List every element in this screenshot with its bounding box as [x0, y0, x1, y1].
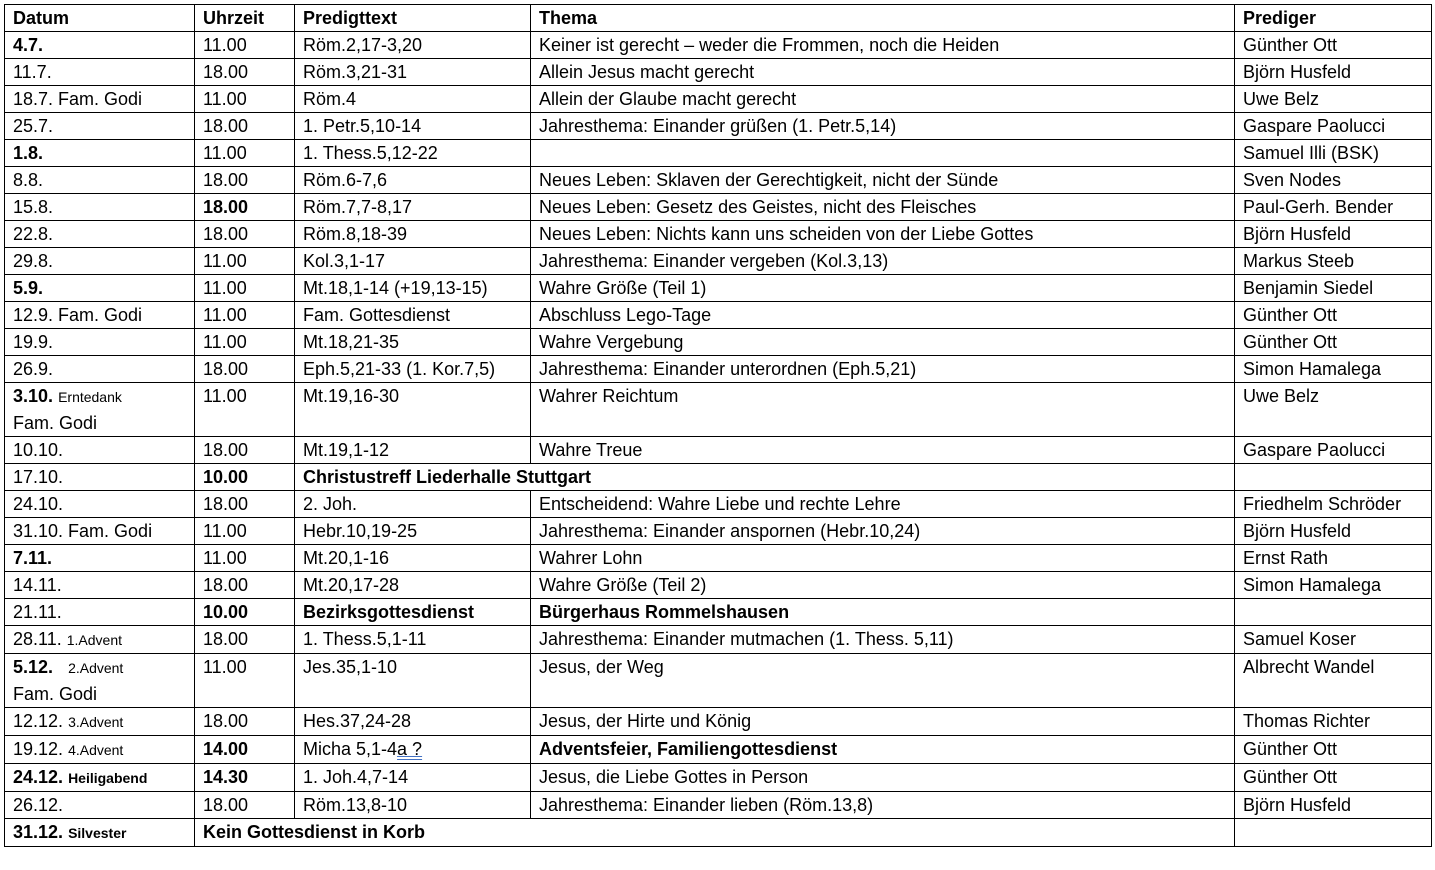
table-row — [5, 464, 1432, 491]
cell-datum — [5, 764, 195, 792]
col-header-uhrzeit: Uhrzeit — [195, 5, 295, 32]
cell-predigttext: Mt.20,17-28 — [295, 572, 531, 599]
datum-date: 12.12. — [13, 711, 64, 731]
cell-predigttext: Bezirksgottesdienst — [295, 599, 531, 626]
table-row — [5, 329, 1432, 356]
cell-uhrzeit: 11.00 — [195, 140, 295, 167]
datum-date: 3.10. — [13, 386, 54, 406]
table-row — [5, 654, 1432, 708]
cell-predigttext: 2. Joh. — [295, 491, 531, 518]
cell-predigttext: Hes.37,24-28 — [295, 708, 531, 736]
cell-datum: 14.11. — [5, 572, 195, 599]
cell-prediger: Uwe Belz — [1235, 86, 1432, 113]
cell-thema: Jahresthema: Einander unterordnen (Eph.5,21) — [531, 356, 1235, 383]
cell-datum: 5.9. — [5, 275, 195, 302]
datum-note: Silvester — [68, 825, 127, 841]
cell-uhrzeit: 18.00 — [195, 113, 295, 140]
cell-datum: 8.8. — [5, 167, 195, 194]
cell-prediger: Günther Ott — [1235, 764, 1432, 792]
cell-predigttext: Mt.20,1-16 — [295, 545, 531, 572]
cell-thema: Neues Leben: Gesetz des Geistes, nicht des Fleisches — [531, 194, 1235, 221]
cell-datum: 11.7. — [5, 59, 195, 86]
table-row — [5, 626, 1432, 654]
cell-predigttext: Röm.2,17-3,20 — [295, 32, 531, 59]
predigttext-spellcheck-mark: a ? — [397, 739, 423, 759]
cell-datum: 10.10. — [5, 437, 195, 464]
cell-uhrzeit: 18.00 — [195, 572, 295, 599]
cell-predigttext: Mt.18,1-14 (+19,13-15) — [295, 275, 531, 302]
cell-datum: 1.8. — [5, 140, 195, 167]
datum-note: Erntedank — [58, 389, 122, 405]
cell-uhrzeit: 11.00 — [195, 32, 295, 59]
cell-thema: Jesus, der Weg — [531, 654, 1235, 708]
cell-uhrzeit: 18.00 — [195, 221, 295, 248]
cell-predigttext: 1. Thess.5,1-11 — [295, 626, 531, 654]
cell-merged-event: Kein Gottesdienst in Korb — [195, 819, 1235, 847]
datum-date: 31.12. — [13, 822, 64, 842]
cell-prediger: Simon Hamalega — [1235, 356, 1432, 383]
col-header-predigttext: Predigttext — [295, 5, 531, 32]
cell-uhrzeit: 18.00 — [195, 708, 295, 736]
cell-prediger: Samuel Koser — [1235, 626, 1432, 654]
cell-uhrzeit: 11.00 — [195, 302, 295, 329]
cell-thema: Neues Leben: Sklaven der Gerechtigkeit, nicht der Sünde — [531, 167, 1235, 194]
table-row — [5, 599, 1432, 626]
cell-predigttext: Eph.5,21-33 (1. Kor.7,5) — [295, 356, 531, 383]
cell-datum: 17.10. — [5, 464, 195, 491]
table-row — [5, 792, 1432, 819]
cell-datum: 18.7. Fam. Godi — [5, 86, 195, 113]
cell-thema: Jahresthema: Einander anspornen (Hebr.10,24) — [531, 518, 1235, 545]
datum-note: 1.Advent — [66, 632, 122, 648]
cell-thema: Wahrer Lohn — [531, 545, 1235, 572]
cell-prediger: Günther Ott — [1235, 302, 1432, 329]
cell-prediger: Paul-Gerh. Bender — [1235, 194, 1432, 221]
cell-prediger: Björn Husfeld — [1235, 518, 1432, 545]
datum-line2: Fam. Godi — [13, 684, 98, 704]
datum-date: 28.11. — [13, 629, 62, 649]
table-row — [5, 167, 1432, 194]
cell-prediger — [1235, 819, 1432, 847]
cell-uhrzeit: 11.00 — [195, 518, 295, 545]
cell-thema: Allein Jesus macht gerecht — [531, 59, 1235, 86]
cell-uhrzeit: 11.00 — [195, 383, 295, 437]
cell-thema: Adventsfeier, Familiengottesdienst — [531, 736, 1235, 764]
cell-uhrzeit: 10.00 — [195, 464, 295, 491]
table-row — [5, 437, 1432, 464]
cell-prediger: Björn Husfeld — [1235, 221, 1432, 248]
cell-prediger: Friedhelm Schröder — [1235, 491, 1432, 518]
cell-prediger: Björn Husfeld — [1235, 792, 1432, 819]
cell-uhrzeit: 11.00 — [195, 248, 295, 275]
cell-predigttext: Röm.7,7-8,17 — [295, 194, 531, 221]
cell-uhrzeit: 11.00 — [195, 654, 295, 708]
cell-uhrzeit: 18.00 — [195, 626, 295, 654]
table-row — [5, 302, 1432, 329]
cell-predigttext — [295, 736, 531, 764]
cell-thema: Jahresthema: Einander mutmachen (1. Thess. 5,11) — [531, 626, 1235, 654]
cell-thema: Wahre Vergebung — [531, 329, 1235, 356]
datum-note: 2.Advent — [68, 660, 124, 676]
cell-datum: 26.12. — [5, 792, 195, 819]
table-row — [5, 383, 1432, 437]
table-row — [5, 518, 1432, 545]
cell-prediger: Gaspare Paolucci — [1235, 113, 1432, 140]
cell-thema — [531, 140, 1235, 167]
header-row — [5, 5, 1432, 32]
table-row — [5, 59, 1432, 86]
cell-predigttext: Hebr.10,19-25 — [295, 518, 531, 545]
cell-prediger — [1235, 599, 1432, 626]
cell-predigttext: Kol.3,1-17 — [295, 248, 531, 275]
cell-datum: 31.10. Fam. Godi — [5, 518, 195, 545]
col-header-datum: Datum — [5, 5, 195, 32]
table-row — [5, 764, 1432, 792]
table-row — [5, 491, 1432, 518]
cell-thema: Allein der Glaube macht gerecht — [531, 86, 1235, 113]
cell-thema: Jesus, die Liebe Gottes in Person — [531, 764, 1235, 792]
cell-prediger: Uwe Belz — [1235, 383, 1432, 437]
cell-datum: 19.9. — [5, 329, 195, 356]
cell-predigttext: Röm.13,8-10 — [295, 792, 531, 819]
cell-thema: Bürgerhaus Rommelshausen — [531, 599, 1235, 626]
datum-note: 3.Advent — [68, 714, 124, 730]
cell-datum: 21.11. — [5, 599, 195, 626]
cell-uhrzeit: 18.00 — [195, 491, 295, 518]
cell-prediger: Günther Ott — [1235, 329, 1432, 356]
col-header-prediger: Prediger — [1235, 5, 1432, 32]
table-row — [5, 572, 1432, 599]
cell-predigttext: 1. Thess.5,12-22 — [295, 140, 531, 167]
cell-predigttext: Röm.8,18-39 — [295, 221, 531, 248]
table-row — [5, 194, 1432, 221]
cell-uhrzeit: 10.00 — [195, 599, 295, 626]
cell-prediger: Samuel Illi (BSK) — [1235, 140, 1432, 167]
cell-thema: Abschluss Lego-Tage — [531, 302, 1235, 329]
cell-prediger: Björn Husfeld — [1235, 59, 1432, 86]
cell-thema: Jesus, der Hirte und König — [531, 708, 1235, 736]
table-row — [5, 113, 1432, 140]
datum-note: 4.Advent — [68, 742, 124, 758]
cell-uhrzeit: 11.00 — [195, 86, 295, 113]
predigttext-main: Micha 5,1-4 — [303, 739, 398, 759]
col-header-thema: Thema — [531, 5, 1235, 32]
cell-datum: 7.11. — [5, 545, 195, 572]
cell-prediger: Günther Ott — [1235, 736, 1432, 764]
cell-uhrzeit: 18.00 — [195, 59, 295, 86]
cell-datum: 4.7. — [5, 32, 195, 59]
cell-thema: Jahresthema: Einander grüßen (1. Petr.5,14) — [531, 113, 1235, 140]
cell-thema: Neues Leben: Nichts kann uns scheiden von der Liebe Gottes — [531, 221, 1235, 248]
cell-predigttext: 1. Joh.4,7-14 — [295, 764, 531, 792]
cell-thema: Wahre Größe (Teil 2) — [531, 572, 1235, 599]
cell-datum: 25.7. — [5, 113, 195, 140]
cell-datum: 26.9. — [5, 356, 195, 383]
cell-thema: Wahre Größe (Teil 1) — [531, 275, 1235, 302]
cell-thema: Wahre Treue — [531, 437, 1235, 464]
cell-uhrzeit: 18.00 — [195, 792, 295, 819]
cell-datum: 15.8. — [5, 194, 195, 221]
cell-predigttext: Mt.19,1-12 — [295, 437, 531, 464]
cell-predigttext: Fam. Gottesdienst — [295, 302, 531, 329]
cell-datum — [5, 654, 195, 708]
cell-thema: Jahresthema: Einander lieben (Röm.13,8) — [531, 792, 1235, 819]
cell-thema: Jahresthema: Einander vergeben (Kol.3,13) — [531, 248, 1235, 275]
datum-note: Heiligabend — [68, 770, 148, 786]
cell-datum — [5, 626, 195, 654]
cell-predigttext: Jes.35,1-10 — [295, 654, 531, 708]
cell-uhrzeit: 11.00 — [195, 275, 295, 302]
cell-datum — [5, 736, 195, 764]
cell-predigttext: Röm.6-7,6 — [295, 167, 531, 194]
table-row — [5, 736, 1432, 764]
cell-datum — [5, 819, 195, 847]
datum-date: 24.12. — [13, 767, 64, 787]
cell-predigttext: 1. Petr.5,10-14 — [295, 113, 531, 140]
cell-uhrzeit: 14.30 — [195, 764, 295, 792]
cell-prediger: Benjamin Siedel — [1235, 275, 1432, 302]
datum-date: 5.12. — [13, 657, 54, 677]
cell-uhrzeit: 11.00 — [195, 329, 295, 356]
cell-predigttext: Röm.3,21-31 — [295, 59, 531, 86]
table-row — [5, 221, 1432, 248]
cell-thema: Wahrer Reichtum — [531, 383, 1235, 437]
table-row — [5, 248, 1432, 275]
datum-line2: Fam. Godi — [13, 413, 98, 433]
cell-uhrzeit: 18.00 — [195, 356, 295, 383]
datum-date: 19.12. — [13, 739, 64, 759]
cell-prediger: Ernst Rath — [1235, 545, 1432, 572]
cell-predigttext: Röm.4 — [295, 86, 531, 113]
cell-thema: Keiner ist gerecht – weder die Frommen, noch die Heiden — [531, 32, 1235, 59]
table-row — [5, 819, 1432, 847]
table-row — [5, 140, 1432, 167]
cell-datum: 12.9. Fam. Godi — [5, 302, 195, 329]
cell-prediger: Günther Ott — [1235, 32, 1432, 59]
cell-prediger: Simon Hamalega — [1235, 572, 1432, 599]
table-row — [5, 32, 1432, 59]
cell-prediger: Gaspare Paolucci — [1235, 437, 1432, 464]
cell-prediger: Albrecht Wandel — [1235, 654, 1432, 708]
cell-uhrzeit: 11.00 — [195, 545, 295, 572]
cell-uhrzeit: 18.00 — [195, 437, 295, 464]
cell-datum — [5, 383, 195, 437]
cell-thema: Entscheidend: Wahre Liebe und rechte Lehre — [531, 491, 1235, 518]
cell-datum — [5, 708, 195, 736]
table-row — [5, 708, 1432, 736]
cell-prediger: Markus Steeb — [1235, 248, 1432, 275]
cell-predigttext: Mt.19,16-30 — [295, 383, 531, 437]
cell-datum: 29.8. — [5, 248, 195, 275]
cell-prediger — [1235, 464, 1432, 491]
cell-predigttext: Mt.18,21-35 — [295, 329, 531, 356]
cell-merged-event: Christustreff Liederhalle Stuttgart — [295, 464, 1235, 491]
table-row — [5, 545, 1432, 572]
table-row — [5, 356, 1432, 383]
cell-uhrzeit: 14.00 — [195, 736, 295, 764]
cell-uhrzeit: 18.00 — [195, 194, 295, 221]
cell-prediger: Sven Nodes — [1235, 167, 1432, 194]
sermon-schedule-table — [4, 4, 1432, 847]
table-row — [5, 275, 1432, 302]
cell-datum: 24.10. — [5, 491, 195, 518]
cell-prediger: Thomas Richter — [1235, 708, 1432, 736]
table-row — [5, 86, 1432, 113]
cell-datum: 22.8. — [5, 221, 195, 248]
cell-uhrzeit: 18.00 — [195, 167, 295, 194]
